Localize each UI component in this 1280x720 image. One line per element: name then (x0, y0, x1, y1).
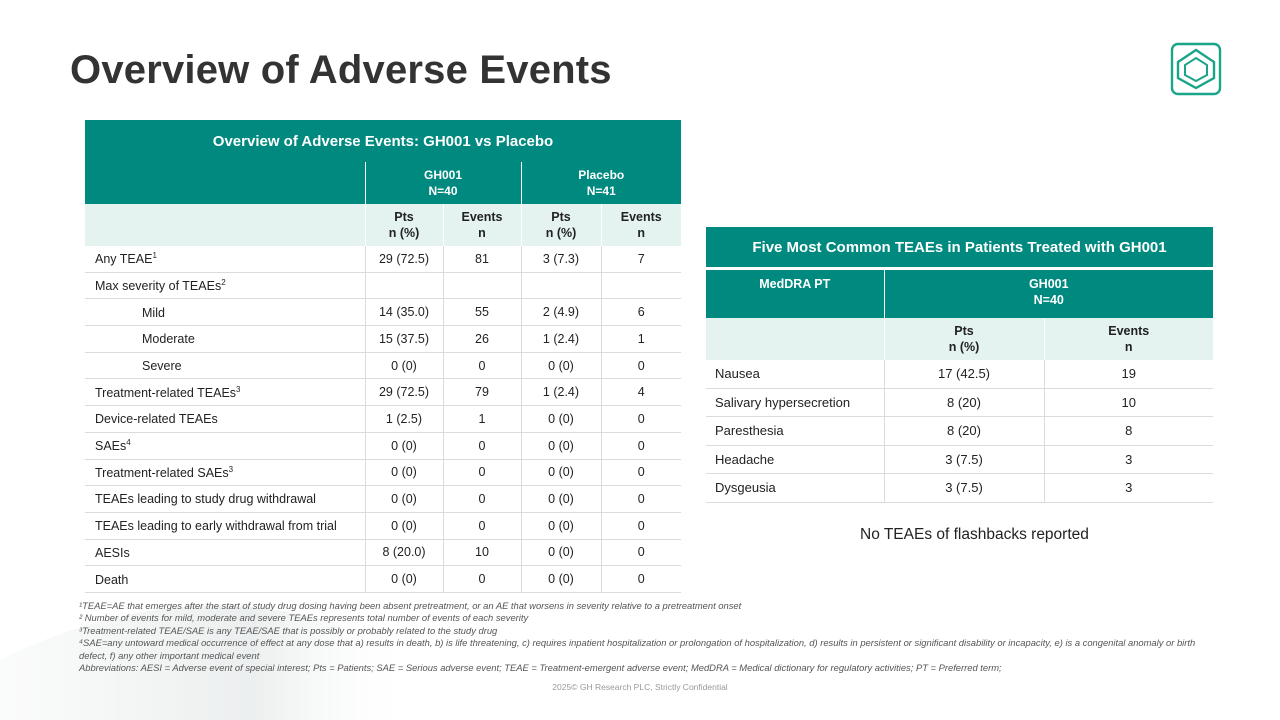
footnote: Abbreviations: AESI = Adverse event of special interest; Pts = Patients; SAE = Serious adverse event; TEAE = Treatment-emergent adverse event; MedDRA = Medical dictionary for regulatory activities; PT = Preferred term; (79, 662, 1002, 674)
row-label: Salivary hypersecretion (706, 388, 884, 417)
subheader-pts: Pts n (%) (521, 204, 601, 246)
table-cell: 0 (601, 352, 681, 379)
group-header-placebo: Placebo N=41 (521, 162, 681, 204)
table-cell: 0 (0) (365, 432, 443, 459)
row-label: Death (85, 566, 365, 593)
table-row (85, 486, 681, 513)
row-label: Max severity of TEAEs$^2$ (85, 272, 365, 299)
table-row (85, 272, 681, 299)
table-cell: 0 (443, 352, 521, 379)
table-row (706, 388, 1213, 417)
table-cell: 0 (0) (521, 539, 601, 566)
subheader-blank (706, 318, 884, 360)
table-cell: 0 (0) (521, 486, 601, 513)
table-cell: 1 (2.4) (521, 379, 601, 406)
copyright: 2025© GH Research PLC, Strictly Confidential (552, 682, 728, 692)
table-row (706, 417, 1213, 446)
row-label: Device-related TEAEs (85, 406, 365, 433)
header-blank (85, 162, 365, 204)
table-cell: 0 (0) (365, 352, 443, 379)
table-cell: 1 (2.5) (365, 406, 443, 433)
table-cell: 0 (0) (521, 566, 601, 593)
row-label: Moderate (85, 326, 365, 353)
table-cell (521, 272, 601, 299)
table-cell: 0 (601, 539, 681, 566)
group-header-gh001: GH001 N=40 (365, 162, 521, 204)
table-cell: 26 (443, 326, 521, 353)
table-caption: Five Most Common TEAEs in Patients Treated with GH001 (706, 227, 1213, 269)
group-header-gh001: GH001 N=40 (884, 269, 1213, 319)
table-row (85, 566, 681, 593)
table-row (85, 406, 681, 433)
table-cell: 4 (601, 379, 681, 406)
table-caption: Overview of Adverse Events: GH001 vs Placebo (85, 120, 681, 162)
table-cell: 0 (443, 566, 521, 593)
row-label: Any TEAE$^1$ (85, 246, 365, 272)
row-label: Mild (85, 299, 365, 326)
table-cell: 0 (443, 512, 521, 539)
table-row (85, 459, 681, 486)
footnote: ³Treatment-related TEAE/SAE is any TEAE/SAE that is possibly or probably related to the study drug (79, 624, 498, 636)
table-cell: 0 (0) (365, 512, 443, 539)
table-cell: 55 (443, 299, 521, 326)
table-cell: 1 (443, 406, 521, 433)
table-cell: 10 (1044, 388, 1213, 417)
gh-research-logo-icon (1170, 42, 1222, 96)
table-cell: 0 (0) (521, 406, 601, 433)
subheader-pts: Pts n (%) (365, 204, 443, 246)
table-cell: 29 (72.5) (365, 379, 443, 406)
table-row (85, 352, 681, 379)
table-cell: 7 (601, 246, 681, 272)
row-label: Severe (85, 352, 365, 379)
row-label: Headache (706, 445, 884, 474)
table-cell: 3 (1044, 445, 1213, 474)
subheader-events: Events n (601, 204, 681, 246)
table-cell: 79 (443, 379, 521, 406)
table-cell: 3 (1044, 474, 1213, 503)
table-cell: 17 (42.5) (884, 360, 1044, 388)
table-cell: 1 (2.4) (521, 326, 601, 353)
row-label: Paresthesia (706, 417, 884, 446)
footnote: ⁴SAE=any untoward medical occurrence of effect at any dose that a) results in death, b) is life threatening, c) requires inpatient hospitalization or prolongation of hospitalization, d) results in persistent or significant disability or incapacity, e) is a congenital anomaly or birth defect, f) any other important medical event (79, 637, 1196, 661)
table-cell: 19 (1044, 360, 1213, 388)
table-cell: 0 (601, 566, 681, 593)
table-cell: 8 (20) (884, 417, 1044, 446)
table-cell: 0 (0) (521, 432, 601, 459)
row-label: Treatment-related TEAEs$^3$ (85, 379, 365, 406)
table-row (85, 299, 681, 326)
row-label: Dysgeusia (706, 474, 884, 503)
table-cell: 8 (1044, 417, 1213, 446)
row-label: SAEs$^4$ (85, 432, 365, 459)
table-cell: 0 (443, 432, 521, 459)
table-row (85, 246, 681, 272)
table-cell: 14 (35.0) (365, 299, 443, 326)
table-cell: 0 (0) (521, 352, 601, 379)
row-label: TEAEs leading to early withdrawal from trial (85, 512, 365, 539)
table-cell: 2 (4.9) (521, 299, 601, 326)
subheader-events: Events n (443, 204, 521, 246)
table-cell: 15 (37.5) (365, 326, 443, 353)
table-cell: 0 (601, 406, 681, 433)
row-label: Nausea (706, 360, 884, 388)
subheader-blank (85, 204, 365, 246)
table-row (85, 326, 681, 353)
row-label: AESIs (85, 539, 365, 566)
table-cell: 29 (72.5) (365, 246, 443, 272)
table-cell (365, 272, 443, 299)
table-cell: 8 (20) (884, 388, 1044, 417)
table-cell: 0 (0) (365, 566, 443, 593)
table-row (85, 432, 681, 459)
table-cell: 6 (601, 299, 681, 326)
footnotes (79, 600, 1209, 674)
table-cell: 0 (601, 512, 681, 539)
table-row (85, 539, 681, 566)
table-cell: 0 (601, 459, 681, 486)
table-row (706, 474, 1213, 503)
table-cell: 3 (7.3) (521, 246, 601, 272)
footnote: ² Number of events for mild, moderate and severe TEAEs represents total number of events of each severity (79, 612, 529, 624)
page-title: Overview of Adverse Events (70, 48, 612, 92)
table-cell: 0 (0) (365, 459, 443, 486)
table-cell: 8 (20.0) (365, 539, 443, 566)
table-row (85, 379, 681, 406)
col-header-meddra-pt: MedDRA PT (706, 269, 884, 319)
flashbacks-note: No TEAEs of flashbacks reported (860, 526, 1089, 543)
row-label: Treatment-related SAEs$^3$ (85, 459, 365, 486)
table-cell: 0 (0) (521, 512, 601, 539)
table-cell: 1 (601, 326, 681, 353)
table-cell: 81 (443, 246, 521, 272)
table-row (706, 445, 1213, 474)
table-cell (601, 272, 681, 299)
table-cell: 0 (443, 486, 521, 513)
table-row (706, 360, 1213, 388)
row-label: TEAEs leading to study drug withdrawal (85, 486, 365, 513)
common-teaes-table (706, 227, 1213, 503)
subheader-pts: Pts n (%) (884, 318, 1044, 360)
table-cell: 0 (0) (365, 486, 443, 513)
table-cell: 0 (443, 459, 521, 486)
table-cell (443, 272, 521, 299)
adverse-events-table (85, 120, 681, 593)
table-cell: 0 (601, 486, 681, 513)
footnote: ¹TEAE=AE that emerges after the start of study drug dosing having been absent pretreatment, or an AE that worsens in severity relative to a pretreatment onset (79, 600, 742, 611)
table-row (85, 512, 681, 539)
table-cell: 0 (0) (521, 459, 601, 486)
table-cell: 0 (601, 432, 681, 459)
subheader-events: Events n (1044, 318, 1213, 360)
table-cell: 3 (7.5) (884, 445, 1044, 474)
table-cell: 3 (7.5) (884, 474, 1044, 503)
table-cell: 10 (443, 539, 521, 566)
